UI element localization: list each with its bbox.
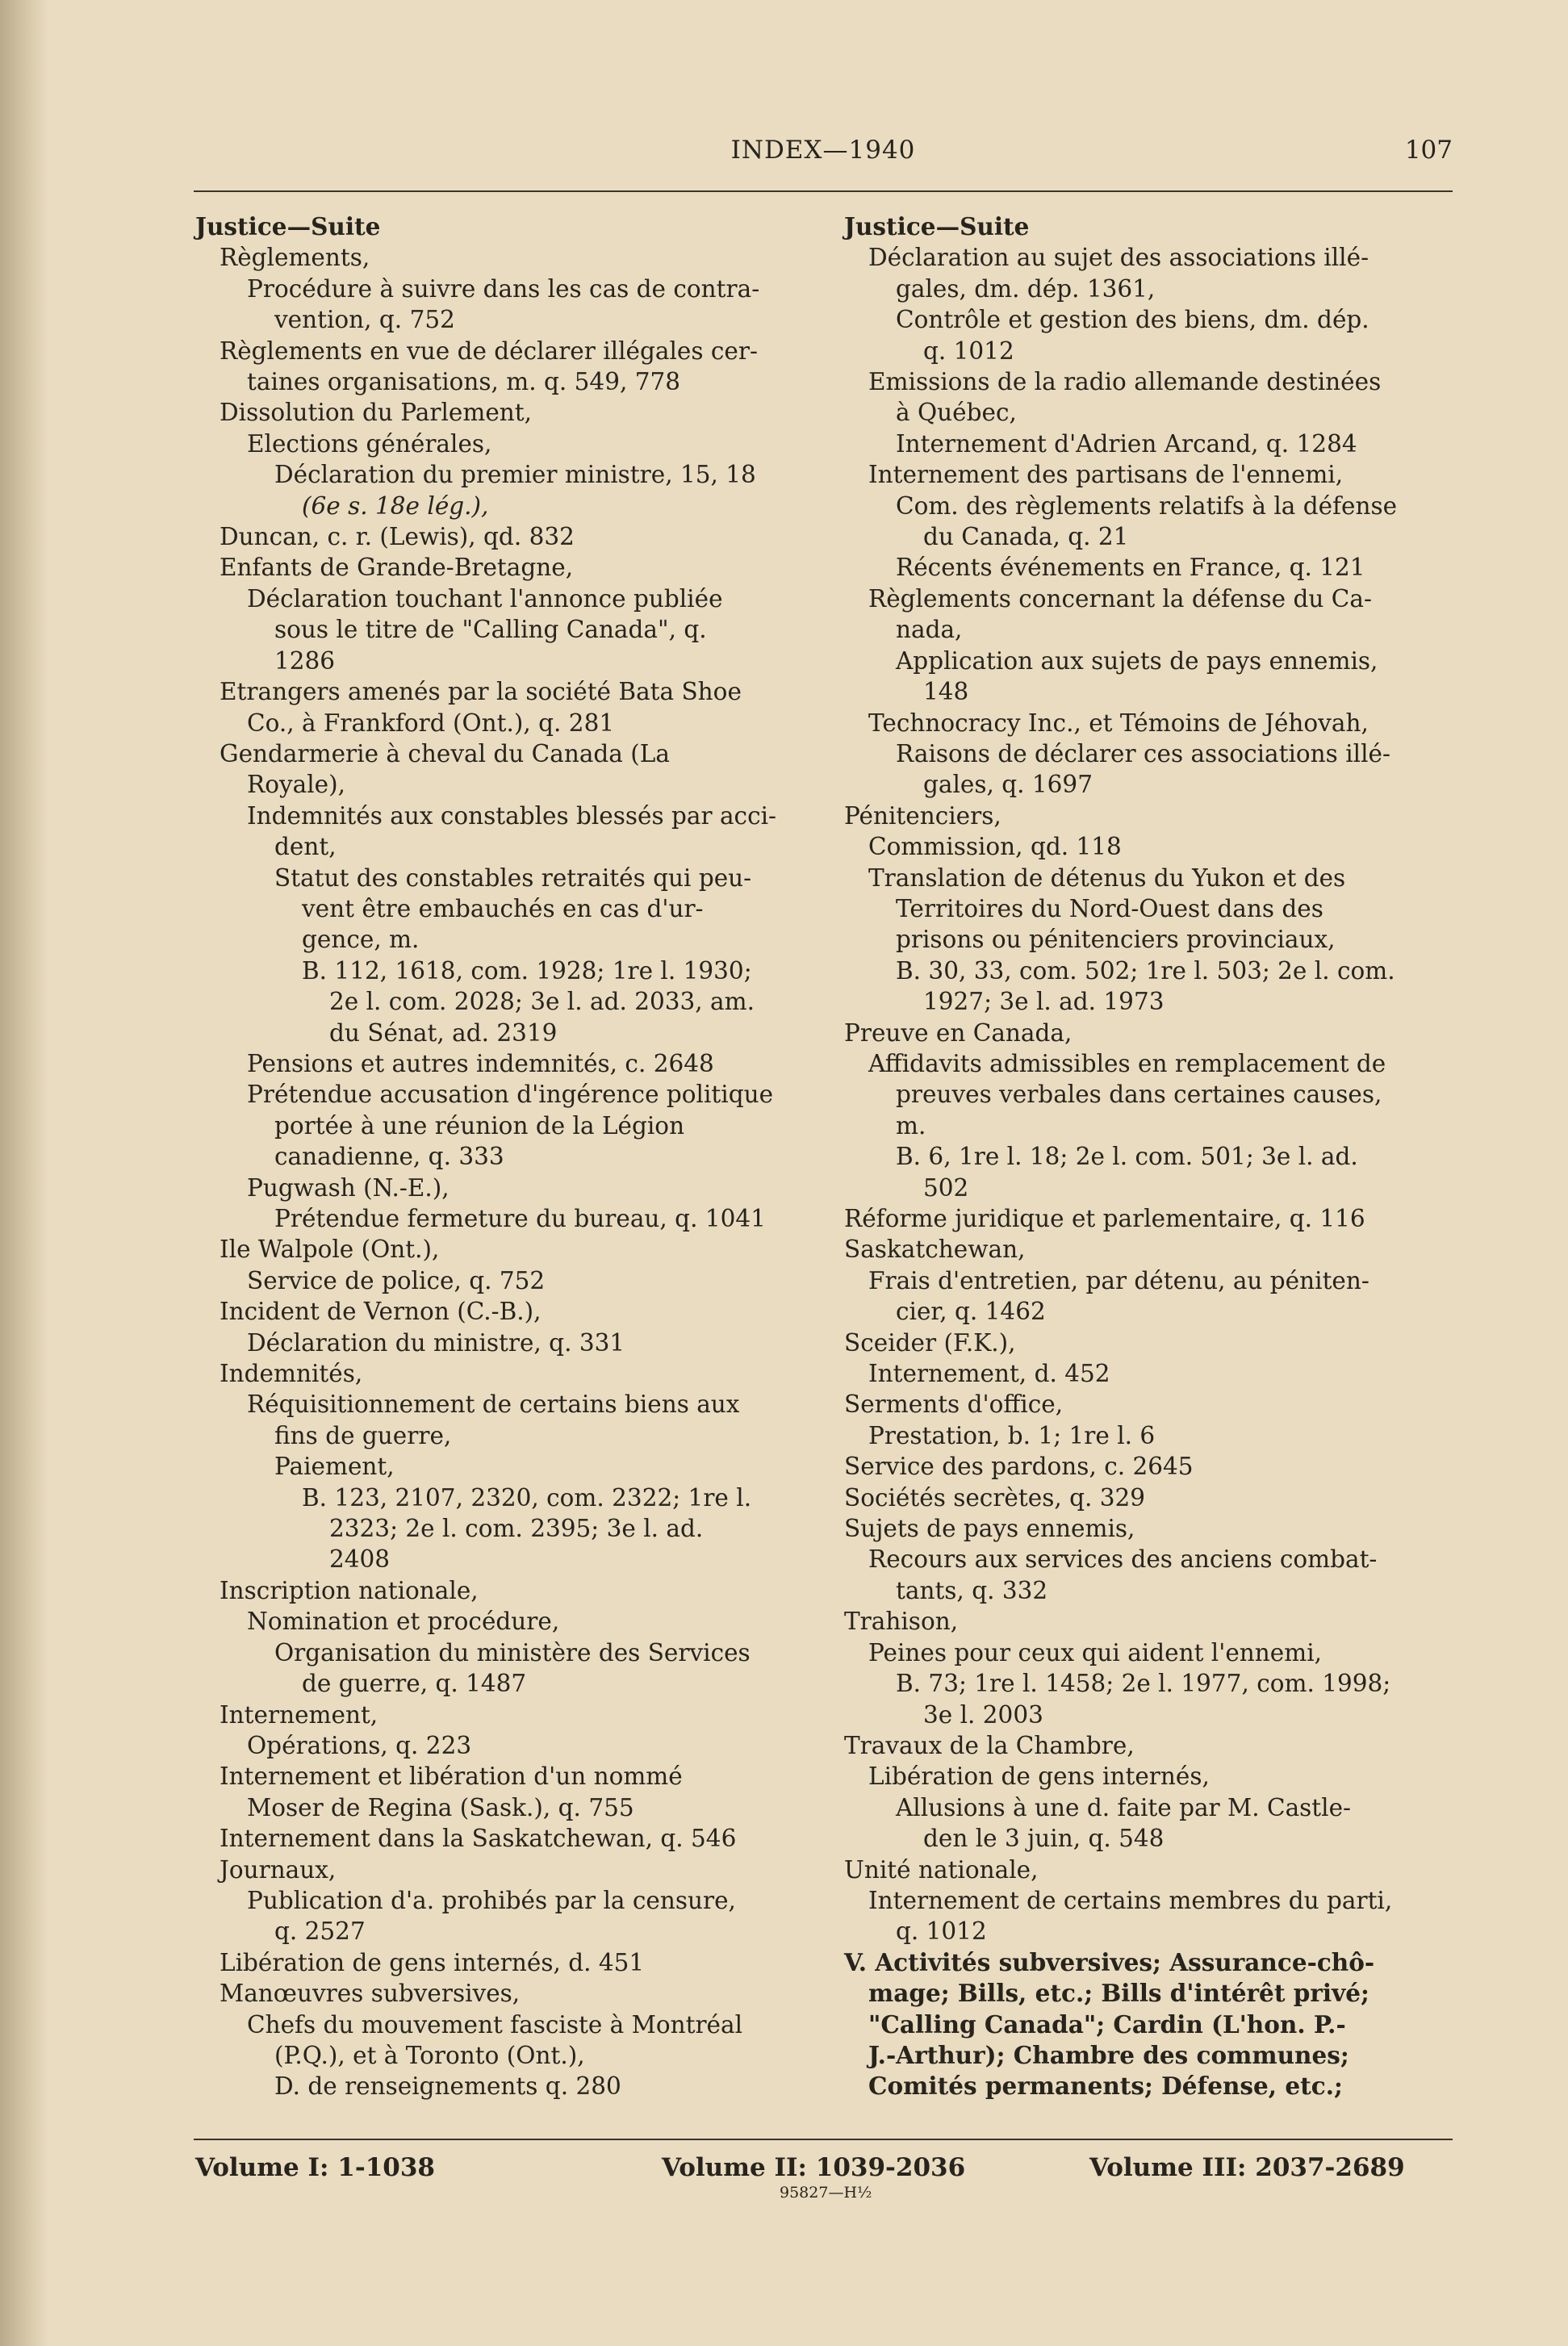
index-entry-line: Internement des partisans de l'ennemi, xyxy=(868,461,1344,489)
index-entry-line: Co., à Frankford (Ont.), q. 281 xyxy=(247,709,615,737)
index-entry-line: du Canada, q. 21 xyxy=(923,523,1129,551)
index-entry-line: Règlements concernant la défense du Ca- xyxy=(868,584,1372,613)
index-entry-line: gales, dm. dép. 1361, xyxy=(896,274,1156,303)
index-entry-line: Preuve en Canada, xyxy=(844,1018,1073,1047)
page-binding-edge xyxy=(0,0,48,2346)
index-entry-line: Service des pardons, c. 2645 xyxy=(844,1453,1194,1481)
index-entry-line: tants, q. 332 xyxy=(896,1576,1048,1604)
index-entry-line: 502 xyxy=(923,1173,969,1202)
footer-rule xyxy=(194,2139,1453,2140)
index-entry-line: Unité nationale, xyxy=(844,1855,1039,1884)
index-entry-line: Contrôle et gestion des biens, dm. dép. xyxy=(896,306,1369,334)
index-entry-line: Internement d'Adrien Arcand, q. 1284 xyxy=(896,429,1357,458)
index-entry-line: q. 2527 xyxy=(274,1917,366,1946)
index-entry-line: (6e s. 18e lég.), xyxy=(302,491,489,520)
index-entry-line: de guerre, q. 1487 xyxy=(302,1670,527,1698)
index-entry-line: canadienne, q. 333 xyxy=(274,1143,504,1171)
index-entry-line: Paiement, xyxy=(274,1453,395,1481)
page-number: 107 xyxy=(1404,136,1453,165)
index-entry-line: Internement de certains membres du parti, xyxy=(868,1886,1393,1914)
footer-volume-2: Volume II: 1039-2036 xyxy=(662,2153,966,2182)
index-entry-line: cier, q. 1462 xyxy=(896,1298,1046,1326)
index-entry-line: Recours aux services des anciens combat- xyxy=(868,1545,1378,1574)
index-entry-line: Déclaration touchant l'annonce publiée xyxy=(247,584,723,613)
footer-volume-1: Volume I: 1-1038 xyxy=(195,2153,435,2182)
index-entry-line: Serments d'office, xyxy=(844,1390,1064,1419)
index-entry-line: Moser de Regina (Sask.), q. 755 xyxy=(247,1793,634,1821)
index-entry-line: Prestation, b. 1; 1re l. 6 xyxy=(868,1421,1156,1449)
footer-volume-3: Volume III: 2037-2689 xyxy=(1089,2153,1405,2182)
index-entry-line: Elections générales, xyxy=(247,429,492,458)
index-entry-line: Libération de gens internés, xyxy=(868,1763,1210,1791)
header-rule xyxy=(194,190,1453,192)
index-entry-line: 2408 xyxy=(329,1545,391,1574)
index-entry-line: sous le titre de "Calling Canada", q. xyxy=(274,616,707,644)
index-entry-line: Sujets de pays ennemis, xyxy=(844,1515,1135,1543)
index-entry-line: Translation de détenus du Yukon et des xyxy=(868,864,1346,892)
index-entry-line: B. 30, 33, com. 502; 1re l. 503; 2e l. com. xyxy=(896,956,1395,985)
index-entry-line: Pénitenciers, xyxy=(844,801,1001,830)
index-entry-line: taines organisations, m. q. 549, 778 xyxy=(247,368,681,396)
index-entry-line: Territoires du Nord-Ouest dans des xyxy=(896,894,1323,922)
index-entry-line: 1927; 3e l. ad. 1973 xyxy=(923,988,1165,1016)
index-entry-line: Journaux, xyxy=(220,1855,337,1884)
index-entry-line: Sceider (F.K.), xyxy=(844,1328,1016,1357)
index-entry-line: Opérations, q. 223 xyxy=(247,1731,472,1759)
index-entry-line: nada, xyxy=(896,616,963,644)
index-entry-line: Règlements en vue de déclarer illégales cer- xyxy=(220,337,758,365)
index-entry-line: Inscription nationale, xyxy=(220,1576,479,1604)
index-entry-line: fins de guerre, xyxy=(274,1421,452,1449)
page-header xyxy=(194,136,1453,176)
index-entry-line: Prétendue fermeture du bureau, q. 1041 xyxy=(274,1205,766,1232)
index-entry-line: den le 3 juin, q. 548 xyxy=(923,1825,1165,1853)
index-entry-line: Etrangers amenés par la société Bata Shoe xyxy=(220,678,742,706)
index-entry-line: Internement dans la Saskatchewan, q. 546 xyxy=(220,1825,737,1853)
index-entry-line: J.-Arthur); Chambre des communes; xyxy=(868,2040,1349,2069)
index-entry-line: Affidavits admissibles en remplacement de xyxy=(868,1049,1386,1077)
index-entry-line: Publication d'a. prohibés par la censure, xyxy=(247,1886,736,1914)
index-entry-line: Comités permanents; Défense, etc.; xyxy=(868,2072,1343,2101)
index-entry-line: Réquisitionnement de certains biens aux xyxy=(247,1390,740,1419)
index-entry-line: Emissions de la radio allemande destinées xyxy=(868,368,1382,396)
index-entry-line: prisons ou pénitenciers provinciaux, xyxy=(896,926,1336,954)
index-entry-line: Manœuvres subversives, xyxy=(220,1980,521,2008)
index-entry-line: (P.Q.), et à Toronto (Ont.), xyxy=(274,2041,585,2069)
index-entry-line: Chefs du mouvement fasciste à Montréal xyxy=(247,2010,743,2039)
running-title: INDEX—1940 xyxy=(730,136,916,165)
index-entry-line: preuves verbales dans certaines causes, xyxy=(896,1081,1382,1109)
index-entry-line: vent être embauchés en cas d'ur- xyxy=(302,894,704,922)
index-entry-line: Nomination et procédure, xyxy=(247,1608,560,1636)
index-entry-line: 2323; 2e l. com. 2395; 3e l. ad. xyxy=(329,1515,704,1543)
index-entry-line: 2e l. com. 2028; 3e l. ad. 2033, am. xyxy=(329,988,755,1016)
index-entry-line: Technocracy Inc., et Témoins de Jéhovah, xyxy=(868,709,1369,737)
index-entry-line: Déclaration au sujet des associations illé- xyxy=(868,244,1369,272)
index-entry-line: Allusions à une d. faite par M. Castle- xyxy=(896,1793,1352,1821)
index-entry-line: Gendarmerie à cheval du Canada (La xyxy=(220,739,670,767)
print-code: 95827—H½ xyxy=(780,2184,872,2202)
index-entry-line: Déclaration du premier ministre, 15, 18 xyxy=(274,461,756,489)
index-entry-line: 3e l. 2003 xyxy=(923,1700,1043,1729)
index-entry-line: Incident de Vernon (C.-B.), xyxy=(220,1298,541,1326)
index-entry-line: Application aux sujets de pays ennemis, xyxy=(896,646,1378,675)
index-entry-line: q. 1012 xyxy=(896,1917,987,1946)
left-column xyxy=(195,211,809,2102)
index-entry-line: "Calling Canada"; Cardin (L'hon. P.- xyxy=(868,2009,1346,2039)
index-entry-line: Procédure à suivre dans les cas de contra- xyxy=(247,274,760,303)
index-entry-line: q. 1012 xyxy=(923,337,1014,365)
index-entry-line: m. xyxy=(896,1111,926,1140)
index-entry-line: Libération de gens internés, d. 451 xyxy=(220,1948,645,1976)
index-entry-line: Déclaration du ministre, q. 331 xyxy=(247,1328,625,1357)
index-entry-line: gence, m. xyxy=(302,926,420,954)
index-entry-line: B. 73; 1re l. 1458; 2e l. 1977, com. 1998; xyxy=(896,1670,1391,1698)
index-entry-line: Internement, d. 452 xyxy=(868,1360,1110,1388)
index-entry-line: Saskatchewan, xyxy=(844,1236,1026,1264)
index-entry-line: Frais d'entretien, par détenu, au péniten- xyxy=(868,1266,1369,1294)
index-entry-line: D. de renseignements q. 280 xyxy=(274,2072,621,2101)
index-entry-line: Indemnités, xyxy=(220,1360,363,1388)
index-entry-line: Ile Walpole (Ont.), xyxy=(220,1236,440,1264)
right-column xyxy=(844,211,1457,2102)
index-entry-line: Pensions et autres indemnités, c. 2648 xyxy=(247,1049,714,1077)
index-entry-line: Internement, xyxy=(220,1700,378,1729)
index-entry-line: 1286 xyxy=(274,646,336,675)
index-entry-line: Dissolution du Parlement, xyxy=(220,399,533,427)
index-entry-line: B. 112, 1618, com. 1928; 1re l. 1930; xyxy=(302,956,752,985)
index-entry-line: Service de police, q. 752 xyxy=(247,1266,546,1294)
index-entry-line: Com. des règlements relatifs à la défense xyxy=(896,491,1398,520)
index-entry-line: Pugwash (N.-E.), xyxy=(247,1173,449,1202)
index-entry-line: Prétendue accusation d'ingérence politique xyxy=(247,1081,774,1109)
index-entry-line: B. 6, 1re l. 18; 2e l. com. 501; 3e l. ad. xyxy=(896,1143,1358,1171)
index-entry-line: mage; Bills, etc.; Bills d'intérêt privé; xyxy=(868,1979,1369,2008)
index-entry-line: Internement et libération d'un nommé xyxy=(220,1763,683,1791)
index-entry-line: Réforme juridique et parlementaire, q. 116 xyxy=(844,1205,1365,1232)
index-entry-line: B. 123, 2107, 2320, com. 2322; 1re l. xyxy=(302,1483,752,1512)
index-entry-line: du Sénat, ad. 2319 xyxy=(329,1018,558,1047)
index-heading: Justice—Suite xyxy=(195,212,381,240)
index-entry-line: Statut des constables retraités qui peu- xyxy=(274,864,752,892)
index-entry-line: Récents événements en France, q. 121 xyxy=(896,554,1365,582)
index-entry-line: Travaux de la Chambre, xyxy=(844,1731,1135,1759)
index-entry-line: Règlements, xyxy=(220,244,370,272)
index-heading: Justice—Suite xyxy=(844,212,1030,240)
index-entry-line: Enfants de Grande-Bretagne, xyxy=(220,554,574,582)
index-entry-line: 148 xyxy=(923,678,969,706)
index-entry-line: vention, q. 752 xyxy=(274,306,455,334)
index-entry-line: Duncan, c. r. (Lewis), qd. 832 xyxy=(220,523,575,551)
index-entry-line: Sociétés secrètes, q. 329 xyxy=(844,1483,1146,1512)
index-entry-line: V. Activités subversives; Assurance-chô- xyxy=(844,1947,1375,1976)
index-entry-line: Trahison, xyxy=(844,1608,959,1636)
index-entry-line: Organisation du ministère des Services xyxy=(274,1638,751,1666)
index-entry-line: gales, q. 1697 xyxy=(923,771,1093,799)
index-entry-line: Indemnités aux constables blessés par acci- xyxy=(247,801,777,830)
index-entry-line: dent, xyxy=(274,833,337,861)
index-entry-line: Royale), xyxy=(247,771,346,799)
index-entry-line: Commission, qd. 118 xyxy=(868,833,1122,861)
index-entry-line: Peines pour ceux qui aident l'ennemi, xyxy=(868,1638,1323,1666)
index-entry-line: portée à une réunion de la Légion xyxy=(274,1111,685,1140)
index-entry-line: Raisons de déclarer ces associations illé- xyxy=(896,739,1390,767)
index-entry-line: à Québec, xyxy=(896,399,1017,427)
